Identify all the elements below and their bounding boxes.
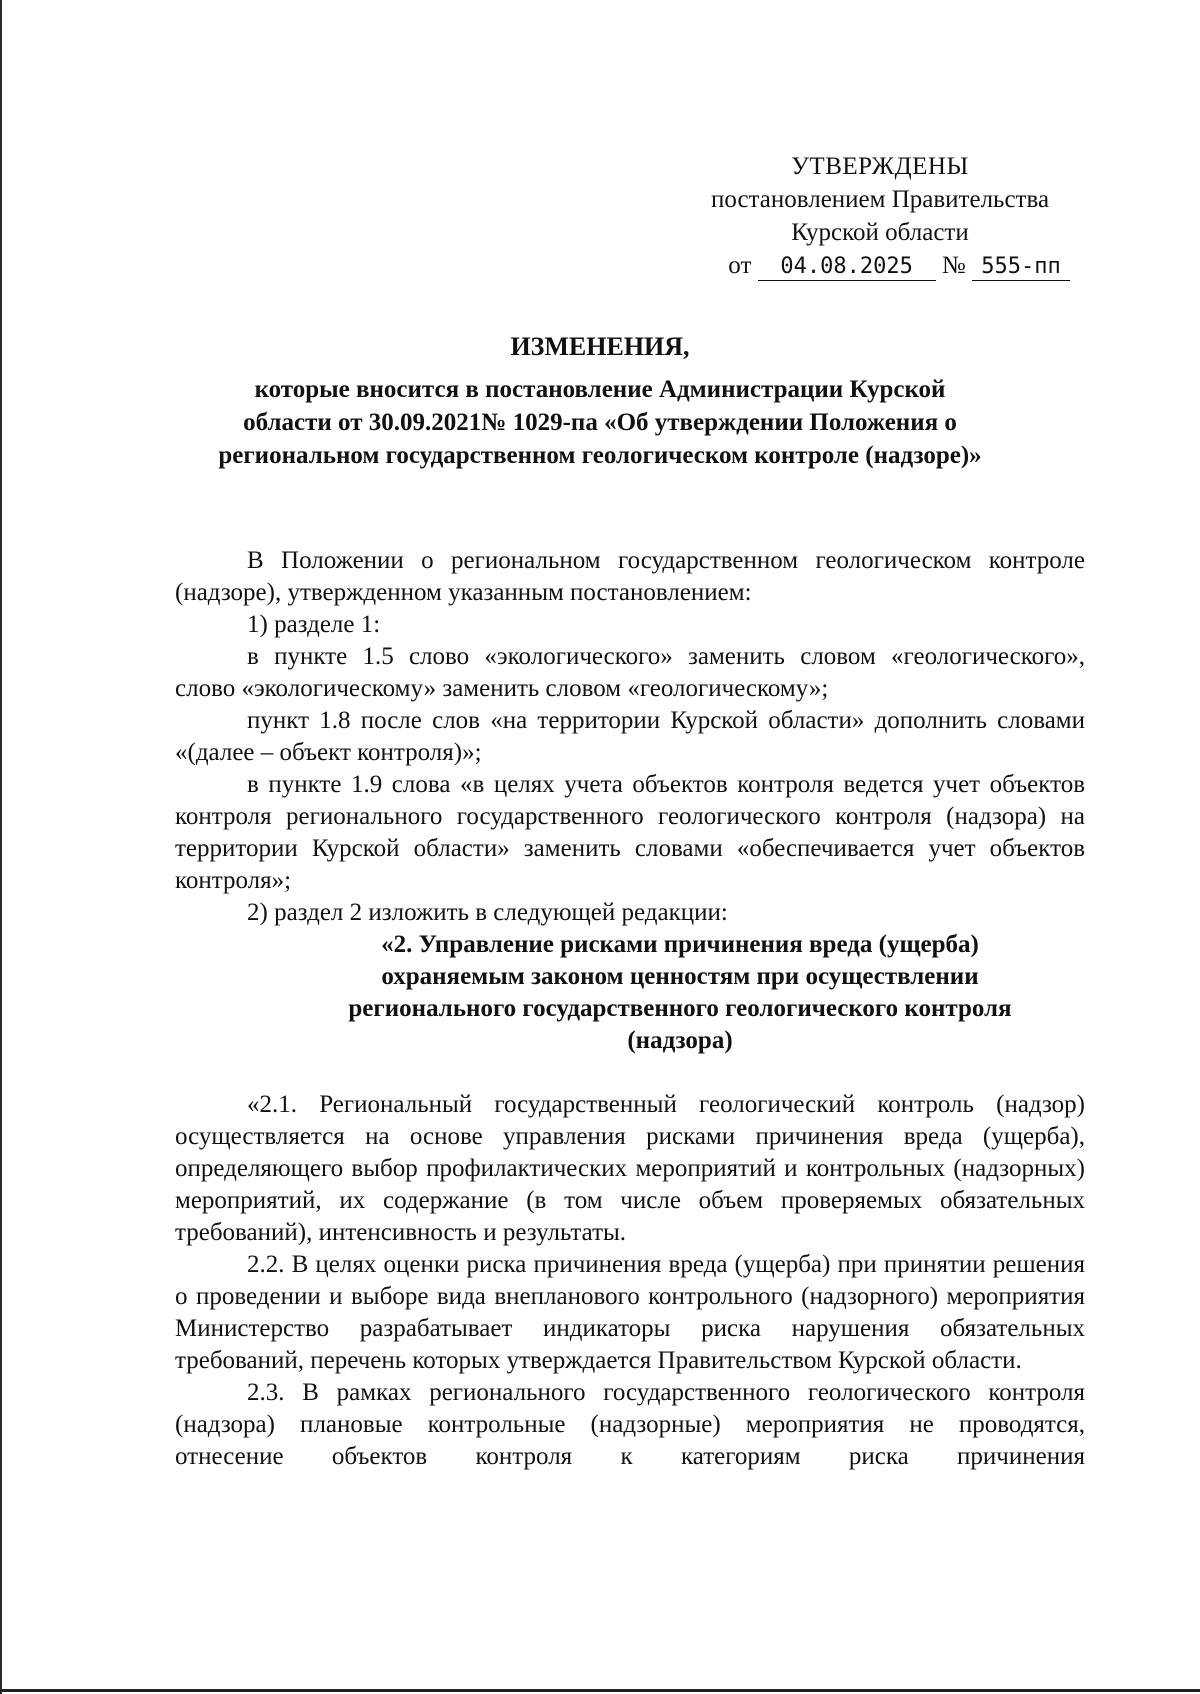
spacer xyxy=(175,1057,1085,1089)
title-main: ИЗМЕНЕНИЯ, xyxy=(510,332,690,361)
paragraph-item-1: 1) разделе 1: xyxy=(247,611,381,638)
approval-caption: УТВЕРЖДЕНЫ xyxy=(791,153,969,180)
paragraph-point-1-8: пункт 1.8 после слов «на территории Курской области» дополнить словами «(далее – объект контроля)»; xyxy=(175,707,1085,766)
title-line-3: региональном государственном геологическом контроле (надзоре)» xyxy=(218,442,982,469)
date-prefix: от xyxy=(728,252,752,279)
section-2-heading xyxy=(315,929,1045,1057)
approval-line-1: постановлением Правительства xyxy=(710,186,1050,213)
paragraph-2-3: 2.3. В рамках регионального государственного геологического контроля (надзора) плановые контрольные (надзорные) мероприятия не проводятся, отнесение объектов контроля к категориям риска причинения xyxy=(175,1379,1085,1470)
title-line-2: области от 30.09.2021№ 1029-па «Об утверждении Положения о xyxy=(243,409,957,436)
section-heading-line-4: (надзора) xyxy=(627,1027,733,1054)
scan-bottom-edge xyxy=(0,1689,1200,1692)
paragraph-item-2: 2) раздел 2 изложить в следующей редакции: xyxy=(247,899,728,926)
number-prefix: № xyxy=(941,252,966,279)
section-heading-line-1: «2. Управление рисками причинения вреда (ущерба) xyxy=(381,931,979,958)
approval-line-2: Курской области xyxy=(791,219,969,246)
paragraph-point-1-5: в пункте 1.5 слово «экологического» заменить словом «геологического», слово «экологическому» заменить словом «геологическому»; xyxy=(175,643,1085,702)
scan-left-edge xyxy=(0,0,2,1694)
approval-date-row xyxy=(660,249,1100,282)
title-line-1: которые вносится в постановление Администрации Курской xyxy=(254,376,946,403)
section-heading-line-3: регионального государственного геологического контроля xyxy=(348,995,1012,1022)
approval-date: 04.08.2025 xyxy=(758,254,936,281)
paragraph-2-2: 2.2. В целях оценки риска причинения вреда (ущерба) при принятии решения о проведении и выборе вида внепланового контрольного (надзорного) мероприятия Министерство разрабатывает индикаторы риска нарушения обязательных требований, перечень которых утверждается Правительством Курской области. xyxy=(175,1251,1085,1374)
paragraph-point-1-9: в пункте 1.9 слова «в целях учета объектов контроля ведется учет объектов контроля регионального государственного геологического контроля (надзора) на территории Курской области» заменить словами «обеспечивается учет объектов контроля»; xyxy=(175,771,1085,894)
approval-block xyxy=(660,150,1100,282)
document-title xyxy=(150,330,1050,472)
paragraph-2-1: «2.1. Региональный государственный геологический контроль (надзор) осуществляется на основе управления рисками причинения вреда (ущерба), определяющего выбор профилактических мероприятий и контрольных (надзорных) мероприятий, их содержание (в том числе объем проверяемых обязательных требований), интенсивность и результаты. xyxy=(175,1091,1085,1246)
document-body xyxy=(175,545,1085,1473)
paragraph-intro: В Положении о региональном государственном геологическом контроле (надзоре), утвержденном указанным постановлением: xyxy=(175,547,1085,606)
section-heading-line-2: охраняемым законом ценностям при осуществлении xyxy=(381,963,979,990)
approval-number: 555-пп xyxy=(972,254,1070,281)
